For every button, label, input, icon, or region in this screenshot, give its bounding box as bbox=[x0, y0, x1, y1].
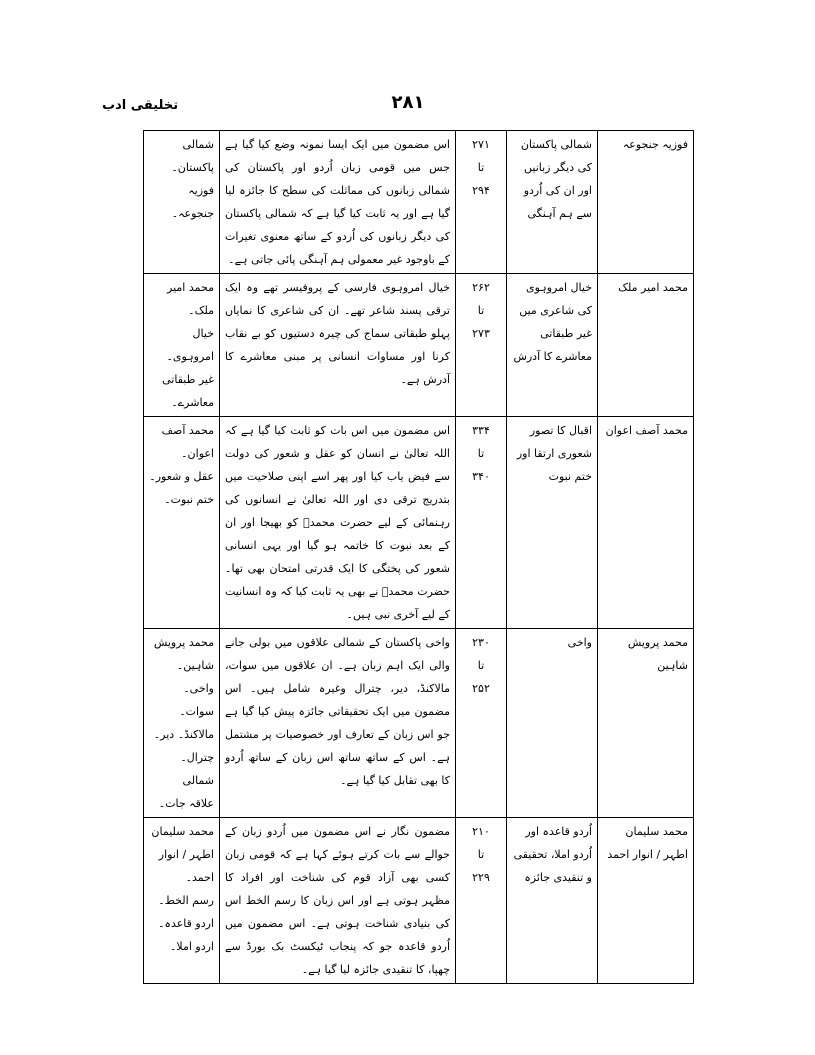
summary-cell bbox=[220, 274, 456, 417]
keyword: اردو املا۔ bbox=[169, 940, 214, 953]
keyword: خیال امروہوی۔ bbox=[166, 327, 214, 363]
pages-cell bbox=[456, 274, 507, 417]
keyword: محمد امیر ملک۔ bbox=[167, 281, 214, 317]
page-end: ۲۵۲ bbox=[472, 682, 490, 695]
title-cell: شمالی پاکستان کی دیگر زبانیں اور ان کی اُردو سے ہم آہنگی bbox=[507, 131, 598, 274]
pages-cell bbox=[456, 417, 507, 629]
keywords-cell bbox=[144, 818, 220, 984]
keyword: معاشرے۔ bbox=[171, 396, 214, 409]
author-cell: محمد امیر ملک bbox=[598, 274, 694, 417]
author-cell: محمد پرویش شاہین bbox=[598, 629, 694, 818]
keyword: شمالی پاکستان۔ bbox=[171, 138, 214, 174]
author-cell: فوزیہ جنجوعہ bbox=[598, 131, 694, 274]
table-row bbox=[144, 274, 694, 417]
journal-title: تخلیقی ادب bbox=[102, 98, 179, 113]
keyword: ختم نبوت۔ bbox=[164, 493, 214, 506]
keyword: محمد سلیمان bbox=[151, 825, 214, 838]
summary-text: اس مضمون میں اس بات کو ثابت کیا گیا ہے کہ اللہ تعالیٰ نے انسان کو عقل و شعور کی دولت سے فیض یاب کیا اور پھر اسے اپنی صلاحیت میں بتدریج ترقی دی اور اللہ تعالیٰ نے انسانوں کی رہنمائی کے لیے حضرت محمدؐ کو بھیجا اور ان کے بعد نبوت کا خاتمہ ہو گیا اور یہی انسانی شعور کی پختگی کا ایک قدرتی امتحان بھی تھا۔ حضرت محمدؐ نے بھی یہ ثابت کیا کہ وہ انسانیت کے لیے آخری نبی ہیں۔ bbox=[225, 424, 450, 621]
table-row bbox=[144, 629, 694, 818]
summary-cell bbox=[220, 629, 456, 818]
pages-cell bbox=[456, 629, 507, 818]
keywords-cell bbox=[144, 417, 220, 629]
summary-cell bbox=[220, 818, 456, 984]
page-start: ۳۳۴ bbox=[472, 424, 490, 437]
page-to: تا bbox=[477, 848, 485, 861]
keyword: محمد آصف bbox=[161, 424, 214, 437]
keyword: عقل و شعور۔ bbox=[149, 470, 214, 483]
keyword: اردو قاعدہ۔ bbox=[158, 917, 214, 930]
pages-cell bbox=[456, 131, 507, 274]
keyword: واخی۔ سوات۔ bbox=[179, 682, 214, 718]
keywords-cell bbox=[144, 131, 220, 274]
title-cell: خیال امروہوی کی شاعری میں غیر طبقاتی معاشرے کا آدرش bbox=[507, 274, 598, 417]
bibliography-table bbox=[143, 130, 694, 984]
page-start: ۲۶۲ bbox=[472, 281, 490, 294]
page-end: ۲۲۹ bbox=[472, 871, 490, 884]
page-to: تا bbox=[477, 447, 485, 460]
author-cell: محمد سلیمان اطہر / انوار احمد bbox=[598, 818, 694, 984]
table-row bbox=[144, 131, 694, 274]
keyword: چترال۔ شمالی bbox=[180, 751, 214, 787]
keyword: شاہین۔ bbox=[176, 659, 214, 672]
author-cell: محمد آصف اعوان bbox=[598, 417, 694, 629]
title-cell: اقبال کا تصور شعوری ارتقا اور ختم نبوت bbox=[507, 417, 598, 629]
page-number: ۲۸۱ bbox=[391, 92, 425, 113]
summary-text: اس مضمون میں ایک ایسا نمونہ وضع کیا گیا ہے جس میں قومی زبان اُردو اور پاکستان کی شمالی زبانوں کی مماثلت کی سطح کا جائزہ لیا گیا ہے اور یہ ثابت کیا گیا ہے کہ شمالی پاکستان کی دیگر زبانوں کی اُردو کے ساتھ معنوی تغیرات کے باوجود غیر معمولی ہم آہنگی پائی جاتی ہے۔ bbox=[225, 138, 450, 266]
keyword: علاقہ جات۔ bbox=[158, 797, 214, 810]
summary-text: خیال امروہوی فارسی کے پروفیسر تھے وہ ایک ترقی پسند شاعر تھے۔ ان کی شاعری کا نمایاں پہلو طبقاتی سماج کی چیرہ دستیوں کو بے نقاب کرنا اور مساوات انسانی پر مبنی معاشرے کا آدرش ہے۔ bbox=[225, 281, 450, 386]
table-row bbox=[144, 417, 694, 629]
summary-text: مضمون نگار نے اس مضمون میں اُردو زبان کے حوالے سے بات کرتے ہوئے کہا ہے کہ قومی زبان کسی بھی آزاد قوم کی شناخت اور افراد کا مظہر ہوتی ہے اور اس زبان کا رسم الخط اس کی بنیادی شناخت ہوتی ہے۔ اس مضمون میں اُردو قاعدہ جو کہ پنجاب ٹیکسٹ بک بورڈ سے چھپا، کا تنقیدی جائزہ لیا گیا ہے۔ bbox=[225, 825, 450, 976]
page-end: ۲۷۳ bbox=[472, 327, 490, 340]
keyword: اعوان۔ bbox=[181, 447, 214, 460]
keyword: رسم الخط۔ bbox=[158, 894, 214, 907]
keyword: فوزیہ جنجوعہ۔ bbox=[171, 184, 214, 220]
keywords-cell bbox=[144, 274, 220, 417]
page-start: ۲۳۰ bbox=[472, 636, 490, 649]
keyword: مالاکنڈ۔ دیر۔ bbox=[153, 728, 214, 741]
pages-cell bbox=[456, 818, 507, 984]
page-start: ۲۱۰ bbox=[472, 825, 490, 838]
page-start: ۲۷۱ bbox=[472, 138, 490, 151]
page-to: تا bbox=[477, 304, 485, 317]
page-to: تا bbox=[477, 659, 485, 672]
summary-cell bbox=[220, 131, 456, 274]
keyword: محمد پرویش bbox=[153, 636, 214, 649]
page-end: ۲۹۴ bbox=[472, 184, 490, 197]
summary-cell bbox=[220, 417, 456, 629]
title-cell: اُردو قاعدہ اور اُردو املا، تحقیقی و تنقیدی جائزہ bbox=[507, 818, 598, 984]
summary-text: واخی پاکستان کے شمالی علاقوں میں بولی جانے والی ایک اہم زبان ہے۔ ان علاقوں میں سوات، مالاکنڈ، دیر، چترال وغیرہ شامل ہیں۔ اس مضمون میں ایک تحقیقاتی جائزہ پیش کیا گیا ہے جو اس زبان کے تعارف اور خصوصیات پر مشتمل ہے۔ اس کے ساتھ ساتھ اس زبان کے ساتھ اُردو کا بھی تقابل کیا گیا ہے۔ bbox=[225, 636, 450, 787]
title-cell: واخی bbox=[507, 629, 598, 818]
page-to: تا bbox=[477, 161, 485, 174]
table-row bbox=[144, 818, 694, 984]
keyword: اطہر / انوار احمد۔ bbox=[158, 848, 214, 884]
keyword: غیر طبقاتی bbox=[162, 373, 214, 386]
keywords-cell bbox=[144, 629, 220, 818]
page-end: ۳۴۰ bbox=[472, 470, 490, 483]
